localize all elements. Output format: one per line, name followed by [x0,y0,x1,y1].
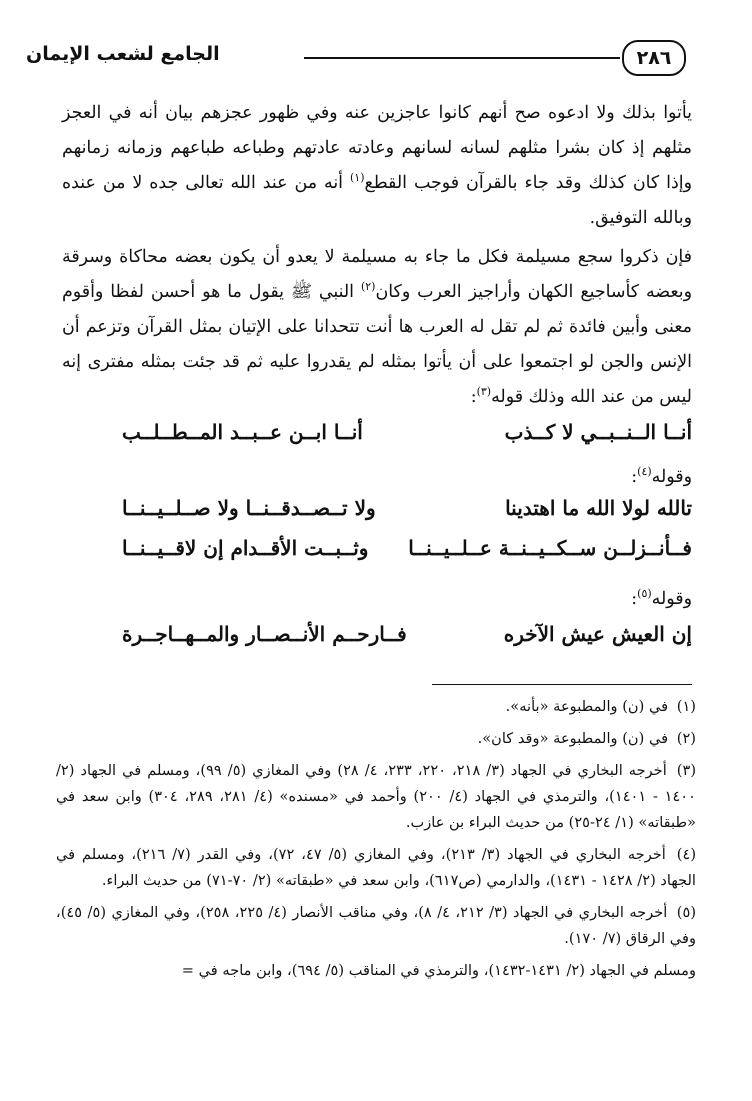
paragraph-text: النبي ﷺ يقول ما هو أحسن لفظا وأقوم معنى وأبين فائدة ثم لم تقل له العرب ها أنت تتحدانا على الإتيان بمثل القرآن وتزعم أن الإنس والجن لو اجتمعوا على أن يأتوا بمثله لم يقدروا عليه ثم قد جئت بمثله مفترى إنه ليس من عند الله وذلك قوله [62,282,692,407]
verse-row [62,622,692,662]
footnote [56,842,696,894]
verse-hemistich-right: فــأنــزلــن ســكــيــنــة عــلــيــنــا [408,536,692,560]
verse-hemistich-right: إن العيش عيش الآخره [503,622,692,646]
footnote-ref: (١) [350,171,365,185]
verse-hemistich-right: تالله لولا الله ما اهتدينا [505,496,692,520]
verse-hemistich-left: وثــبــت الأقــدام إن لاقــيــنــا [122,536,369,560]
footnote-number: (٤) [676,846,697,863]
verse-row [62,496,692,536]
verse-hemistich-left: ولا تــصــدقــنــا ولا صــلــيــنــا [122,496,376,520]
verse-intro [62,460,692,494]
verse-hemistich-right: أنــا الــنــبــي لا كــذب [504,420,692,444]
footnotes [56,694,696,990]
paragraph-text: : [470,387,477,407]
verse-intro-text: وقوله [651,589,692,609]
footnote-text: أخرجه البخاري في الجهاد (٣/ ٢١٢، ٤/ ٨)، وفي مناقب الأنصار (٤/ ٢٢٥، ٢٥٨)، وفي المغازي (٥/ ٤٥)، وفي الرقاق (٧/ ١٧٠). [56,904,696,947]
verse-intro-tail: : [631,589,638,609]
book-title: الجامع لشعب الإيمان [26,43,220,65]
verse-hemistich-left: أنــا ابــن عــبــد المــطــلــب [122,420,363,444]
footnote [56,900,696,952]
verse-intro [62,582,692,616]
paragraph-text: أنه من عند الله تعالى جده لا من عنده وبالله التوفيق. [62,173,692,228]
verse-block-2 [62,496,692,616]
verse-block-1 [62,420,692,494]
footnote-text: أخرجه البخاري في الجهاد (٣/ ٢١٣)، وفي المغازي (٥/ ٤٧، ٧٢)، وفي القدر (٧/ ٢١٦)، ومسلم في الجهاد (٢/ ١٤٢٨ - ١٤٣١)، والدارمي (ص٦١٧)، وابن سعد في «طبقاته» (٢/ ٧٠-٧١) من حديث البراء. [56,846,696,889]
footnote-number: (٣) [676,762,697,779]
footnote-text: ومسلم في الجهاد (٢/ ١٤٣١-١٤٣٢)، والترمذي في المناقب (٥/ ٦٩٤)، وابن ماجه في = [181,962,696,979]
main-text [62,96,692,415]
footnote-text: أخرجه البخاري في الجهاد (٣/ ٢١٨، ٢٢٠، ٢٣٣، ٤/ ٢٨) وفي المغازي (٥/ ٩٩)، ومسلم في الجهاد (٢/ ١٤٠٠ - ١٤٠١)، والترمذي في الجهاد (٤/ ٢٠٠) وأحمد في «مسنده» (٤/ ٢٨١، ٢٨٩، ٣٠٤) وابن سعد في «طبقاته» (١/ ٢٤-٢٥) من حديث البراء بن عازب. [56,762,696,831]
footnote [56,726,696,752]
footnote-rule [432,684,692,685]
paragraph-1 [62,96,692,236]
paragraph-text: يأتوا بذلك ولا ادعوه صح أنهم كانوا عاجزين عنه وفي ظهور عجزهم بيان أنه في العجز مثلهم إذ كان بشرا مثلهم لسانه لسانهم وعادته عادتهم وطباعه طباعهم وزمانه زمانهم وإذا كان كذلك وقد جاء بالقرآن فوجب القطع [62,103,692,193]
verse-block-3 [62,622,692,662]
page-number: ٢٨٦ [622,40,686,76]
footnote-number: (١) [676,698,696,715]
footnote-ref: (٢) [360,280,376,294]
footnote-number: (٢) [676,730,696,747]
footnote-ref: (٥) [637,587,652,601]
verse-row [62,420,692,460]
paragraph-2 [62,240,692,415]
verse-hemistich-left: فــارحــم الأنــصــار والمــهــاجــرة [122,622,407,646]
footnote-text: في (ن) والمطبوعة «وقد كان». [477,730,669,747]
header-rule [304,57,620,59]
verse-row [62,536,692,576]
footnote [56,758,696,836]
footnote-ref: (٤) [637,465,652,479]
running-header [26,40,686,84]
footnote [56,694,696,720]
footnote-text: في (ن) والمطبوعة «بأنه». [505,698,669,715]
footnote-continuation [56,958,696,984]
verse-intro-text: وقوله [651,467,692,487]
paragraph-text: فإن ذكروا سجع مسيلمة فكل ما جاء به مسيلمة لا يعدو أن يكون بعضه محاكاة وسرقة وبعضه كأساجيع الكهان وأراجيز العرب وكان [62,247,692,302]
footnote-ref: (٣) [476,385,492,399]
verse-intro-tail: : [631,467,638,487]
footnote-number: (٥) [676,904,697,921]
